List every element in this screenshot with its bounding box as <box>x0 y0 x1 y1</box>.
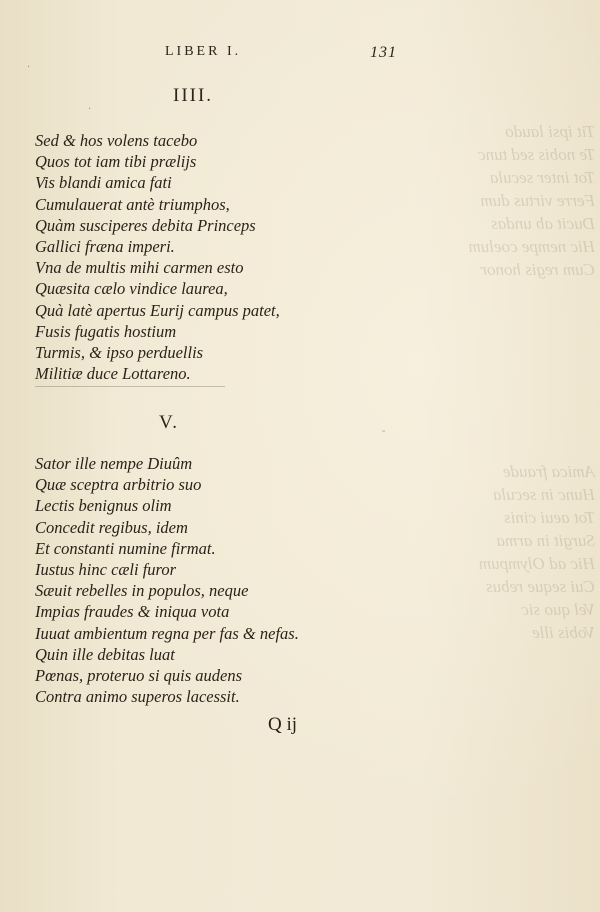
verse-line: Turmis, & ipso perduellis <box>35 343 204 363</box>
poem-stanza <box>35 130 280 384</box>
verse-line: Contra animo superos lacessit. <box>35 687 240 707</box>
stanza-rule <box>35 386 225 387</box>
verse-line: Iuuat ambientum regna per fas & nefas. <box>35 623 299 643</box>
verse-line: Impias fraudes & iniqua vota <box>35 602 230 622</box>
verse-line: Quæ sceptra arbitrio suo <box>35 475 202 495</box>
verse-line: Sæuit rebelles in populos, neque <box>35 581 249 601</box>
section-heading: V. <box>159 412 180 433</box>
verse-line: Pœnas, proteruo si quis audens <box>35 666 243 686</box>
print-speck: · <box>27 62 31 73</box>
verse-line: Vis blandi amica fati <box>35 173 172 193</box>
verse-line: Quæsita cælo vindice laurea, <box>35 279 228 299</box>
section-heading: IIII. <box>173 85 214 106</box>
verse-line: Concedit regibus, idem <box>35 517 188 537</box>
print-speck: - <box>382 426 386 437</box>
verse-line: Et constanti numine firmat. <box>35 538 216 558</box>
print-speck: · <box>88 104 92 115</box>
running-head: LIBER I. <box>165 44 242 59</box>
signature-mark: Q ij <box>268 714 298 735</box>
page-number: 131 <box>370 44 397 61</box>
verse-line: Quà latè apertus Eurij campus patet, <box>35 300 280 320</box>
poem-stanza <box>35 453 299 707</box>
verse-line: Lectis benignus olim <box>35 496 172 516</box>
verse-line: Quàm susciperes debita Princeps <box>35 215 256 235</box>
verse-line: Sator ille nempe Diuûm <box>35 454 193 473</box>
verse-line: Quin ille debitas luat <box>35 644 175 664</box>
verse-line: Sed & hos volens tacebo <box>35 131 198 150</box>
verse-line: Gallici fræna imperi. <box>35 237 175 257</box>
bleed-through-text: Amica fraude Hunc in secula Tot aeui cinis Surgit in arma Hic ad Olympum Cui seque rebus Vel quo sic Vobis ille <box>478 462 595 642</box>
verse-line: Vna de multis mihi carmen esto <box>35 258 244 278</box>
bleed-through-text: Tit ipsi laudo Te nobis sed tunc Tot inter secula Ferre virtus dum Ducit ab undas Hic nempe coelum Cum regis honor <box>468 122 595 279</box>
verse-line: Militiæ duce Lottareno. <box>35 364 191 384</box>
verse-line: Iustus hinc cæli furor <box>35 560 177 580</box>
verse-line: Cumulauerat antè triumphos, <box>35 194 230 214</box>
verse-line: Fusis fugatis hostium <box>35 321 177 341</box>
verse-line: Quos tot iam tibi prælijs <box>35 152 197 172</box>
